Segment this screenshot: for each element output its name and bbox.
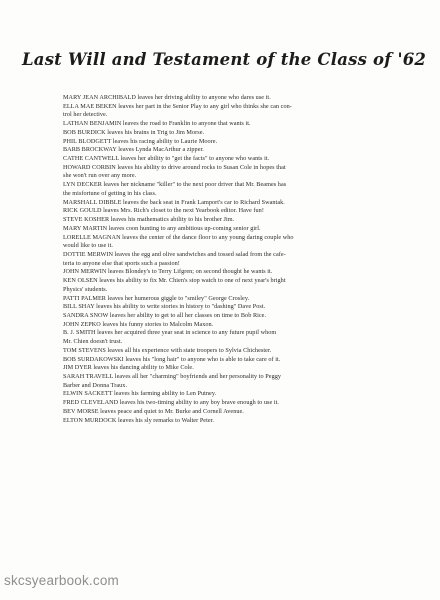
will-entry-line: CATHE CANTWELL leaves her ability to "get the facts" to anyone who wants it.	[63, 155, 270, 163]
will-entry-line: LATHAN BENJAMIN leaves the road to Franklin to anyone that wants it.	[63, 120, 251, 128]
page-title: Last Will and Testament of the Class of '62	[22, 50, 427, 69]
will-entry-line: MARSHALL DIBBLE leaves the back seat in Frank Lamport's car to Richard Swantak.	[63, 198, 285, 206]
will-entry-line: BEV MORSE leaves peace and quiet to Mr. Burke and Cornell Avenue.	[63, 407, 244, 415]
will-entry-line: SANDRA SNOW leaves her ability to get to all her classes on time to Bob Rice.	[63, 311, 267, 319]
will-entry-line: JOHN ZEPKO leaves his funny stories to Malcolm Maxon.	[63, 320, 214, 328]
will-entry-line: BOB BURDICK leaves his brains in Trig to Jim Morse.	[63, 128, 205, 136]
will-entry-line: B. J. SMITH leaves her acquired three year seat in science to any future pupil whom	[63, 329, 277, 337]
will-entry-line: trol her detective.	[63, 111, 108, 119]
will-entry-line: STEVE KOSHER leaves his mathematics ability to his brother Jim.	[63, 216, 235, 224]
will-entry-line: KEN OLSEN leaves his ability to fix Mr. Chien's stop watch to one of next year's bright	[63, 277, 286, 285]
will-entry-line: BOB SURDAKOWSKI leaves his "long hair" to anyone who is able to take care of it.	[63, 355, 281, 363]
will-entries	[63, 94, 388, 425]
will-entry-line: PHIL BLODGETT leaves his racing ability to Laurie Moore.	[63, 137, 218, 145]
will-entry-line: the misfortune of getting in his class.	[63, 189, 157, 197]
will-entry-line: BARB BROCKWAY leaves Lynda MacArthur a zipper.	[63, 146, 204, 154]
will-entry-line: Mr. Chien doesn't trust.	[63, 338, 123, 346]
will-entry-line: LORELLE MAGNAN leaves the center of the dance floor to any young daring couple who	[63, 233, 294, 241]
will-entry-line: TOM STEVENS leaves all his experience with state troopers to Sylvia Chichester.	[63, 346, 272, 354]
will-entry-line: MARY JEAN ARCHIBALD leaves her driving ability to anyone who dares use it.	[63, 94, 271, 101]
will-entry-line: she won't run over any more.	[63, 172, 137, 180]
will-entry-line: DOTTIE MERWIN leaves the egg and olive sandwiches and tossed salad from the cafe-	[63, 250, 286, 258]
will-entry-line: PATTI PALMER leaves her humerous giggle to "smiley" George Crosley.	[63, 294, 250, 302]
will-entry-line: teria to anyone else that sports such a passion!	[63, 259, 180, 267]
will-entry-line: ELWIN SACKETT leaves his farming ability to Len Putney.	[63, 390, 217, 398]
will-entry-line: FRED CLEVELAND leaves his two-timing ability to any boy brave enough to use it.	[63, 399, 280, 407]
will-entry-line: RICK GOULD leaves Mrs. Rich's closet to the next Yearbook editor. Have fun!	[63, 207, 264, 215]
will-entry-line: would like to use it.	[63, 242, 114, 250]
watermark-footer: skcsyearbook.com	[4, 573, 119, 588]
will-entry-line: SARAH TRAVELL leaves all her "charming" boyfriends and her personality to Peggy	[63, 373, 282, 380]
will-entry-line: ELLA MAE BEKEN leaves her part in the Senior Play to any girl who thinks she can con-	[63, 102, 292, 110]
will-entry-line: JIM DYER leaves his dancing ability to Mike Cole.	[63, 364, 194, 372]
will-entry-line: LYN DECKER leaves her nickname "killer" to the next poor driver that Mr. Beames has	[63, 181, 287, 189]
will-entry-line: HOWARD CORBIN leaves his ability to drive around rocks to Susan Cole in hopes that	[63, 163, 286, 171]
will-entry-line: MARY MARTIN leaves coon hunting to any ambitious up-coming senior girl.	[63, 224, 261, 232]
will-entry-line: BILL SHAY leaves his ability to write stories in history to "dashing" Dave Post.	[63, 303, 266, 311]
will-entry-line: JOHN MERWIN leaves Blondey's to Terry Lifgren; on second thought he wants it.	[63, 268, 273, 276]
will-entry-line: Barber and Donna Traux.	[63, 381, 128, 389]
will-entry-line: ELTON MURDOCK leaves his sly remarks to Walter Peter.	[63, 416, 215, 424]
will-entry-line: Physics' students.	[63, 285, 108, 293]
